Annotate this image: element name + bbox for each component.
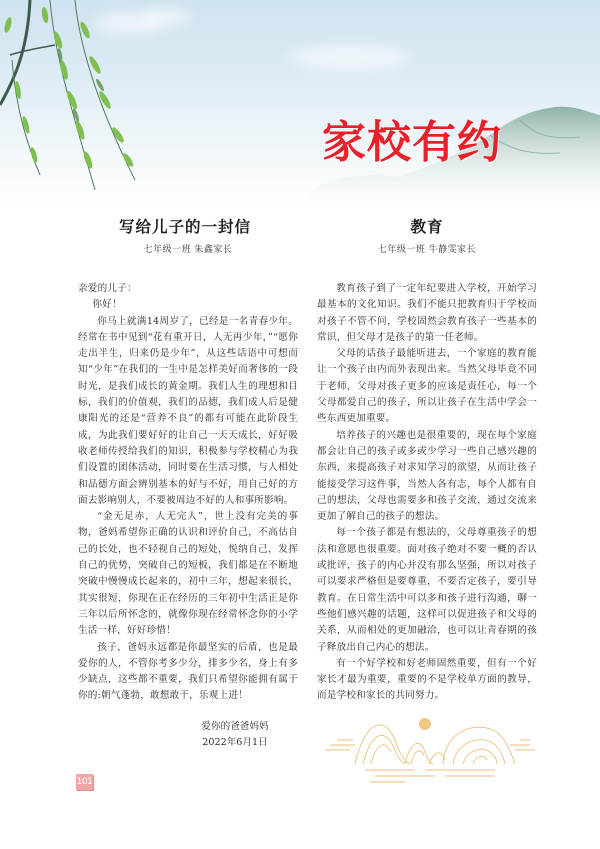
signature: 爱你的爸爸妈妈 (201, 720, 269, 732)
article-letter (78, 215, 298, 751)
paragraph: 有一个好学校和好老师固然重要，但有一个好家长才最为重要，重要的不是学校单方面的教导，而是学校和家长的共同努力。 (317, 657, 537, 702)
paragraph: 每一个孩子都是有想法的，父母尊重孩子的想法和意愿也很重要。面对孩子绝对不要一概的否认或批评，孩子的内心并没有那么坚强，所以对孩子可以要求严格但是要尊重，不要否定孩子，要引导教育。在日常生活中可以多和孩子进行沟通，聊一些他们感兴趣的话题，这样可以促进孩子和父母的关系，从而相处的更加融洽，也可以让青春期的孩子释放出自己内心的想法。 (317, 527, 537, 653)
paragraph: 父母的话孩子最能听进去，一个家庭的教育能让一个孩子由内而外表现出来。当然父母毕竟不同于老师，父母对孩子更多的应该是责任心，每一个父母都爱自己的孩子，所以让孩子在生活中学会一些东西更加重要。 (317, 348, 537, 425)
article-title: 写给儿子的一封信 (118, 217, 251, 236)
paragraph: 教育孩子到了一定年纪要进入学校，开始学习最基本的文化知识。我们不能只把教育归于学校而对孩子不管不问，学校固然会教育孩子一些基本的常识，但父母才是孩子的第一任老师。 (317, 283, 537, 343)
willow-branch-icon (0, 0, 160, 210)
article-byline: 七年级一班 朱鑫家长 (143, 245, 233, 255)
section-title: 家校有约 (322, 117, 502, 168)
page-number: 101 (76, 774, 93, 790)
header-banner (0, 0, 600, 210)
salutation: 亲爱的儿子： (78, 283, 137, 294)
signature-block (78, 719, 298, 751)
line-art-mountains-icon (325, 700, 535, 790)
article-education (317, 215, 537, 705)
paragraph: 孩子，爸妈永远都是你最坚实的后盾，也是最爱你的人，不管你考多少分，排多少名，身上有多少缺点，这些都不重要，我们只希望你能拥有属于你的:朝气蓬勃，敢想敢干，乐观上进！ (78, 641, 298, 702)
article-body (317, 281, 537, 705)
letter-date: 2022年6月1日 (202, 736, 268, 748)
greeting: 你好！ (92, 299, 122, 311)
article-byline: 七年级一班 牛静雯家长 (377, 245, 477, 255)
paragraph: 你马上就满14周岁了，已经是一名青春少年。经常在书中见到“花有重开日，人无再少年，”“愿你走出半生，归来仍是少年”，从这些话语中可想而知“少年”在我们的一生中是怎样美好而奢侈的一段时光，是我们成长的黄金期。我们人生的理想和目标，我们的价值观，我们的品德，我们成人后是健康阳光的还是“营养不良”的都有可能在此阶段生成，为此我们要好好的让自己一天天成长，好好吸收老师传授给我们的知识，积极参与学校精心为我们设置的团体活动，同时要在生活习惯，与人相处和品德方面会辨别基本的好与不好，用自己好的方面去影响别人，不要被周边不好的人和事所影响。 (78, 315, 298, 506)
article-body (78, 281, 298, 705)
article-title: 教育 (410, 217, 444, 236)
paragraph: 培养孩子的兴趣也是很重要的，现在每个家庭都会让自己的孩子或多或少学习一些自己感兴趣的东西，来提高孩子对求知学习的欲望，从而让孩子能接受学习这件事，当然人各有志，每个人都有自己的想法，父母也需要多和孩子交流，通过交流来更加了解自己的孩子的想法。 (317, 429, 537, 523)
cloud-decoration (290, 45, 410, 70)
sun-icon (419, 718, 431, 730)
paragraph: “金无足赤，人无完人”，世上没有完美的事物，爸妈希望你正确的认识和评价自己，不高估自己的长处，也不轻视自己的短处，悦纳自己，发挥自己的优势，突破自己的短板，我们都是在不断地突破中慢慢成长起来的，初中三年，想起来很长，其实很短，你现在正在经历的三年初中生活正是你三年以后所怀念的，就像你现在经常怀念你的小学生活一样，好好珍惜！ (78, 511, 298, 637)
